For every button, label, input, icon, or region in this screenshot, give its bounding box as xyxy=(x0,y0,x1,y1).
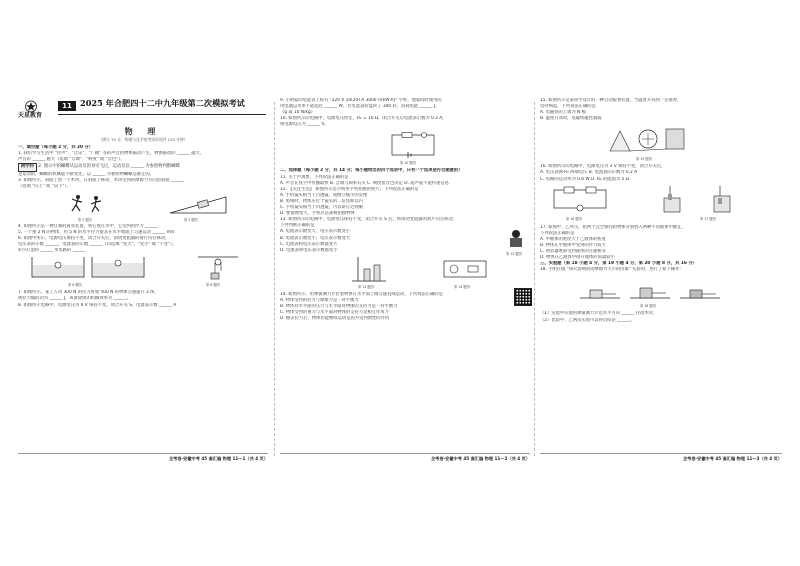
question-line: D. 电流表和电压表示数都变小 xyxy=(280,247,338,253)
circuit-figure xyxy=(440,257,490,281)
figure-row xyxy=(540,184,782,224)
title-rule xyxy=(58,114,266,115)
question-line: 是运动的，蝴蝶的机械能不断变化，以 ______ 为参照物蝴蝶是静止的。 xyxy=(18,171,154,177)
circuit-figure xyxy=(550,184,610,214)
runner-figure xyxy=(68,193,112,215)
exam-title: 2025 年合肥四十二中九年级第二次模拟考试 xyxy=(80,98,245,108)
question-line: A. 电磁铁的上端为 N 极 xyxy=(540,110,586,116)
figure-row xyxy=(18,191,268,223)
question-line: （2）比较甲、乙两次实验可以得出结论 ______。 xyxy=(540,317,635,323)
question-line: 16. 如图所示的电路中，电源电压为 3 V 保持不变，闭合开关后， xyxy=(540,164,666,170)
section-heading: 一、填空题（每小题 2 分，共 20 分） xyxy=(18,145,94,151)
water-tank-figure xyxy=(28,255,148,281)
question-line: （1）实验中应使用弹簧测力计沿水平方向 ______ 拉动木块； xyxy=(540,311,658,317)
question-line: 9. 小明家的电能表上标有 "220 V 10(20) A 3000 r/(kW·h)" 字样，他家同时使用的 xyxy=(280,98,442,103)
question-line: B. 物体对水平面的压力与水平面对物体的支持力是一对平衡力 xyxy=(280,303,398,309)
figure-caption: 第 17 题图 xyxy=(700,216,716,221)
figure-caption: 第 3 题图 xyxy=(184,217,198,222)
question-line: A. 物体受到的拉力与摩擦力是一对平衡力 xyxy=(280,297,359,303)
column-1 xyxy=(18,98,268,460)
figure-row xyxy=(280,129,530,167)
friction-experiment-figure xyxy=(576,274,726,302)
exam-note: （满分 70 分，物理与化学的考试时间共 120 分钟） xyxy=(98,137,188,143)
question-line: D. 要使像变大，手机应远离被拍摄物体 xyxy=(280,211,355,217)
figure-caption: 第 2 题图 xyxy=(78,217,92,222)
question-line: 则电源电压为 ______ V。 xyxy=(280,122,329,128)
question-line: 8. 如图所示电路中，电源电压为 6 V 保持不变，闭合开关 S，电流表示数 ______ A xyxy=(18,302,177,308)
question-line: 13. 如图所示的电路中，电源电压保持不变，闭合开关 S 后，将滑动变阻器的滑片向左移动， xyxy=(280,217,457,223)
question-line: 6. 如图甲所示，电源电压保持不变，闭合开关后，滑动变阻器的滑片向右移动， xyxy=(18,236,170,242)
figure-row xyxy=(540,274,782,310)
question-line: B. 电流表示数变小，电压表示数变大 xyxy=(280,235,351,241)
question-line: 用电器总功率不能超过 ______ W，若电能表转盘转了 300 转，消耗电能 ______ J。 xyxy=(280,104,440,110)
camera-person-icon xyxy=(506,228,526,248)
question-line: B. 照相时，物体应位于镜头的二倍焦距以内 xyxy=(280,198,364,204)
question-line: D. 撤去拉力后，物体仍能继续运动是因为受到惯性的作用 xyxy=(280,316,390,322)
question-line: B. 温度升高时，电磁铁磁性减弱 xyxy=(540,116,602,122)
question-line: 电铃响起，下列说法正确的是 xyxy=(540,104,596,110)
question-line: ①小灯泡的 ______ ②电路的 ______ xyxy=(18,248,86,254)
topic-tag: 跨学科 xyxy=(18,163,37,171)
exam-number-badge: 11 xyxy=(58,101,76,111)
question-line: 下列判断正确的是 xyxy=(280,223,315,229)
brand-name: 天星教育 xyxy=(18,112,43,119)
question-line: C. 电流表和电压表示数都变大 xyxy=(280,241,338,247)
figure-row xyxy=(280,255,530,291)
column-divider xyxy=(274,102,275,456)
stand-figure xyxy=(350,255,390,283)
figure-caption: 第 13 题图 xyxy=(358,284,374,289)
figure-box xyxy=(506,228,526,257)
section-heading: 二、选择题（每小题 2 分，共 14 分；每小题给出的四个选项中，只有一个选项是符合题意的） xyxy=(280,168,463,174)
incline-figure xyxy=(168,193,228,215)
question-line: 3. 如图所示，斜面上放一个木块，在斜面上移动，木块受到的摩擦力方向沿斜面 ______ xyxy=(18,177,184,183)
question-line: C. 电路的总功率为 0.6 W D. R₂ 的阻值为 5 Ω xyxy=(540,176,630,182)
question-line: 跨学科 2. 图示中的蝴蝶从运动员的身旁飞过，运动员以 ______ 为参照物判断蝴蝶 xyxy=(18,163,268,171)
question-line: A. 手机镜头相当于凸透镜，成倒立缩小的实像 xyxy=(280,192,368,198)
question-line: A. 声音在真空中传播最快 B. 音调与频率有关 C. 响度由音色决定 D. 超声波不能传递信息 xyxy=(280,180,449,186)
subject-heading: 物 理 xyxy=(124,126,162,136)
question-line: A. 甲液体的密度大于乙液体的密度 xyxy=(540,236,606,242)
question-line: A. 电流表示数变大，电压表示数变小 xyxy=(280,229,351,235)
question-line: 11. 关于声现象，下列说法正确的是 xyxy=(280,174,349,180)
figure-caption: 第 15 题图 xyxy=(636,157,652,162)
question-line: 14. 如图所示，用弹簧测力计拉着物体在水平面上做匀速直线运动，下列说法正确的是 xyxy=(280,291,443,297)
column-divider xyxy=(534,102,535,456)
alarm-device-figure xyxy=(600,123,690,155)
question-line: C. 两容器底部受到液体的压强相等 xyxy=(540,249,606,255)
figure-caption: 第 6 题图 xyxy=(68,283,82,288)
question-line: C. 物体受到的重力与水平面对物体的支持力是相互作用力 xyxy=(280,310,389,316)
question-line: 17. 如图甲、乙所示，把两个完全相同的物体分别放入两种不同液体中静止， xyxy=(540,224,686,230)
question-line: C. 手机镜头相当于凹透镜，可以矫正近视眼 xyxy=(280,205,364,211)
question-line: D. 物体在乙液体中排开液体的质量较小 xyxy=(540,255,615,261)
question-line: A. 电压表测 R₁ 两端电压 B. 电流表的示数为 0.2 A xyxy=(540,170,638,176)
circuit-figure xyxy=(388,131,438,159)
question-line: 10. 如图所示的电路中，电源电压恒定，R₁ = 10 Ω，闭合开关后电流表示数为 0.3 A， xyxy=(280,116,447,122)
figure-row xyxy=(540,123,782,163)
question-line: 声音的 ______ 越大（选填 "音调"、"响度" 或 "音色"）。 xyxy=(18,157,125,163)
page-footer: 全考卷·安徽中考 45 套汇编 物理 11—3（共 4 页） xyxy=(540,453,782,464)
question-line: 5. 一个重 2 N 的物体，用 5 N 的水平拉力使其在水平地面上匀速运动 ______ m/s xyxy=(18,229,175,235)
figure-caption: 第 16 题图 xyxy=(566,216,582,221)
section-heading: 三、实验题（第 18 小题 4 分，第 19 小题 4 分，第 20 小题 8 分，共 16 分） xyxy=(540,261,697,267)
question-line: 18. 小明在做 "探究影响滑动摩擦力大小的因素" 实验时，进行了如下操作： xyxy=(540,267,684,273)
column-3 xyxy=(540,98,782,460)
question-line: 7. 如图所示，某工人用 300 N 的拉力将重 500 N 的物体匀速提升 2 m， xyxy=(18,290,159,296)
exam-sheet xyxy=(18,98,782,460)
figure-caption: 第 6 题图 xyxy=(206,283,220,288)
question-line: （选填 "向上" 或 "向下"）。 xyxy=(18,183,71,189)
figure-caption: 第 10 题图 xyxy=(400,161,416,166)
figure-caption: 第 12 题图 xyxy=(506,252,522,257)
header xyxy=(18,98,268,126)
question-line: 1. 我们学习生活中 "铃声"、"音乐"、"广播" 等的声音由物体振动产生，物体振动的 ______ 越大， xyxy=(18,151,205,157)
question-line: 15. 如图所示是某同学设计的一种自动报警装置，当温度升高到一定值时， xyxy=(540,98,682,103)
figure-row xyxy=(18,255,268,289)
beakers-figure xyxy=(660,184,760,214)
column-2 xyxy=(280,98,530,460)
question-line: 则拉力做的功为 ______ J，该滑轮组的机械效率为 ______。 xyxy=(18,296,131,302)
question-line: （g 取 10 N/kg） xyxy=(280,110,316,116)
question-line: 12. 【关注生活】 如图所示是小明用手机拍摄的照片，下列说法正确的是 xyxy=(280,186,419,192)
figure-caption: 第 14 题图 xyxy=(454,284,470,289)
question-line: 4. 如图所示是一种自制的简易装置，将它放在水中，它受到的浮力 ______ xyxy=(18,223,159,229)
page-footer: 全考卷·安徽中考 45 套汇编 物理 11—2（共 4 页） xyxy=(280,453,530,464)
pulley-figure xyxy=(188,255,248,281)
figure-caption: 第 18 题图 xyxy=(640,304,656,309)
page-footer: 全考卷·安徽中考 45 套汇编 物理 11—1（共 4 页） xyxy=(18,453,268,464)
question-line: B. 物体在甲液体中受到的浮力较大 xyxy=(540,242,606,248)
question-line: 电压表的示数 ______，电流表的示数 ______（均选填 "变大"、"变小" 或 "不变"）。 xyxy=(18,242,177,248)
question-line: 下列说法正确的是 xyxy=(540,230,575,236)
